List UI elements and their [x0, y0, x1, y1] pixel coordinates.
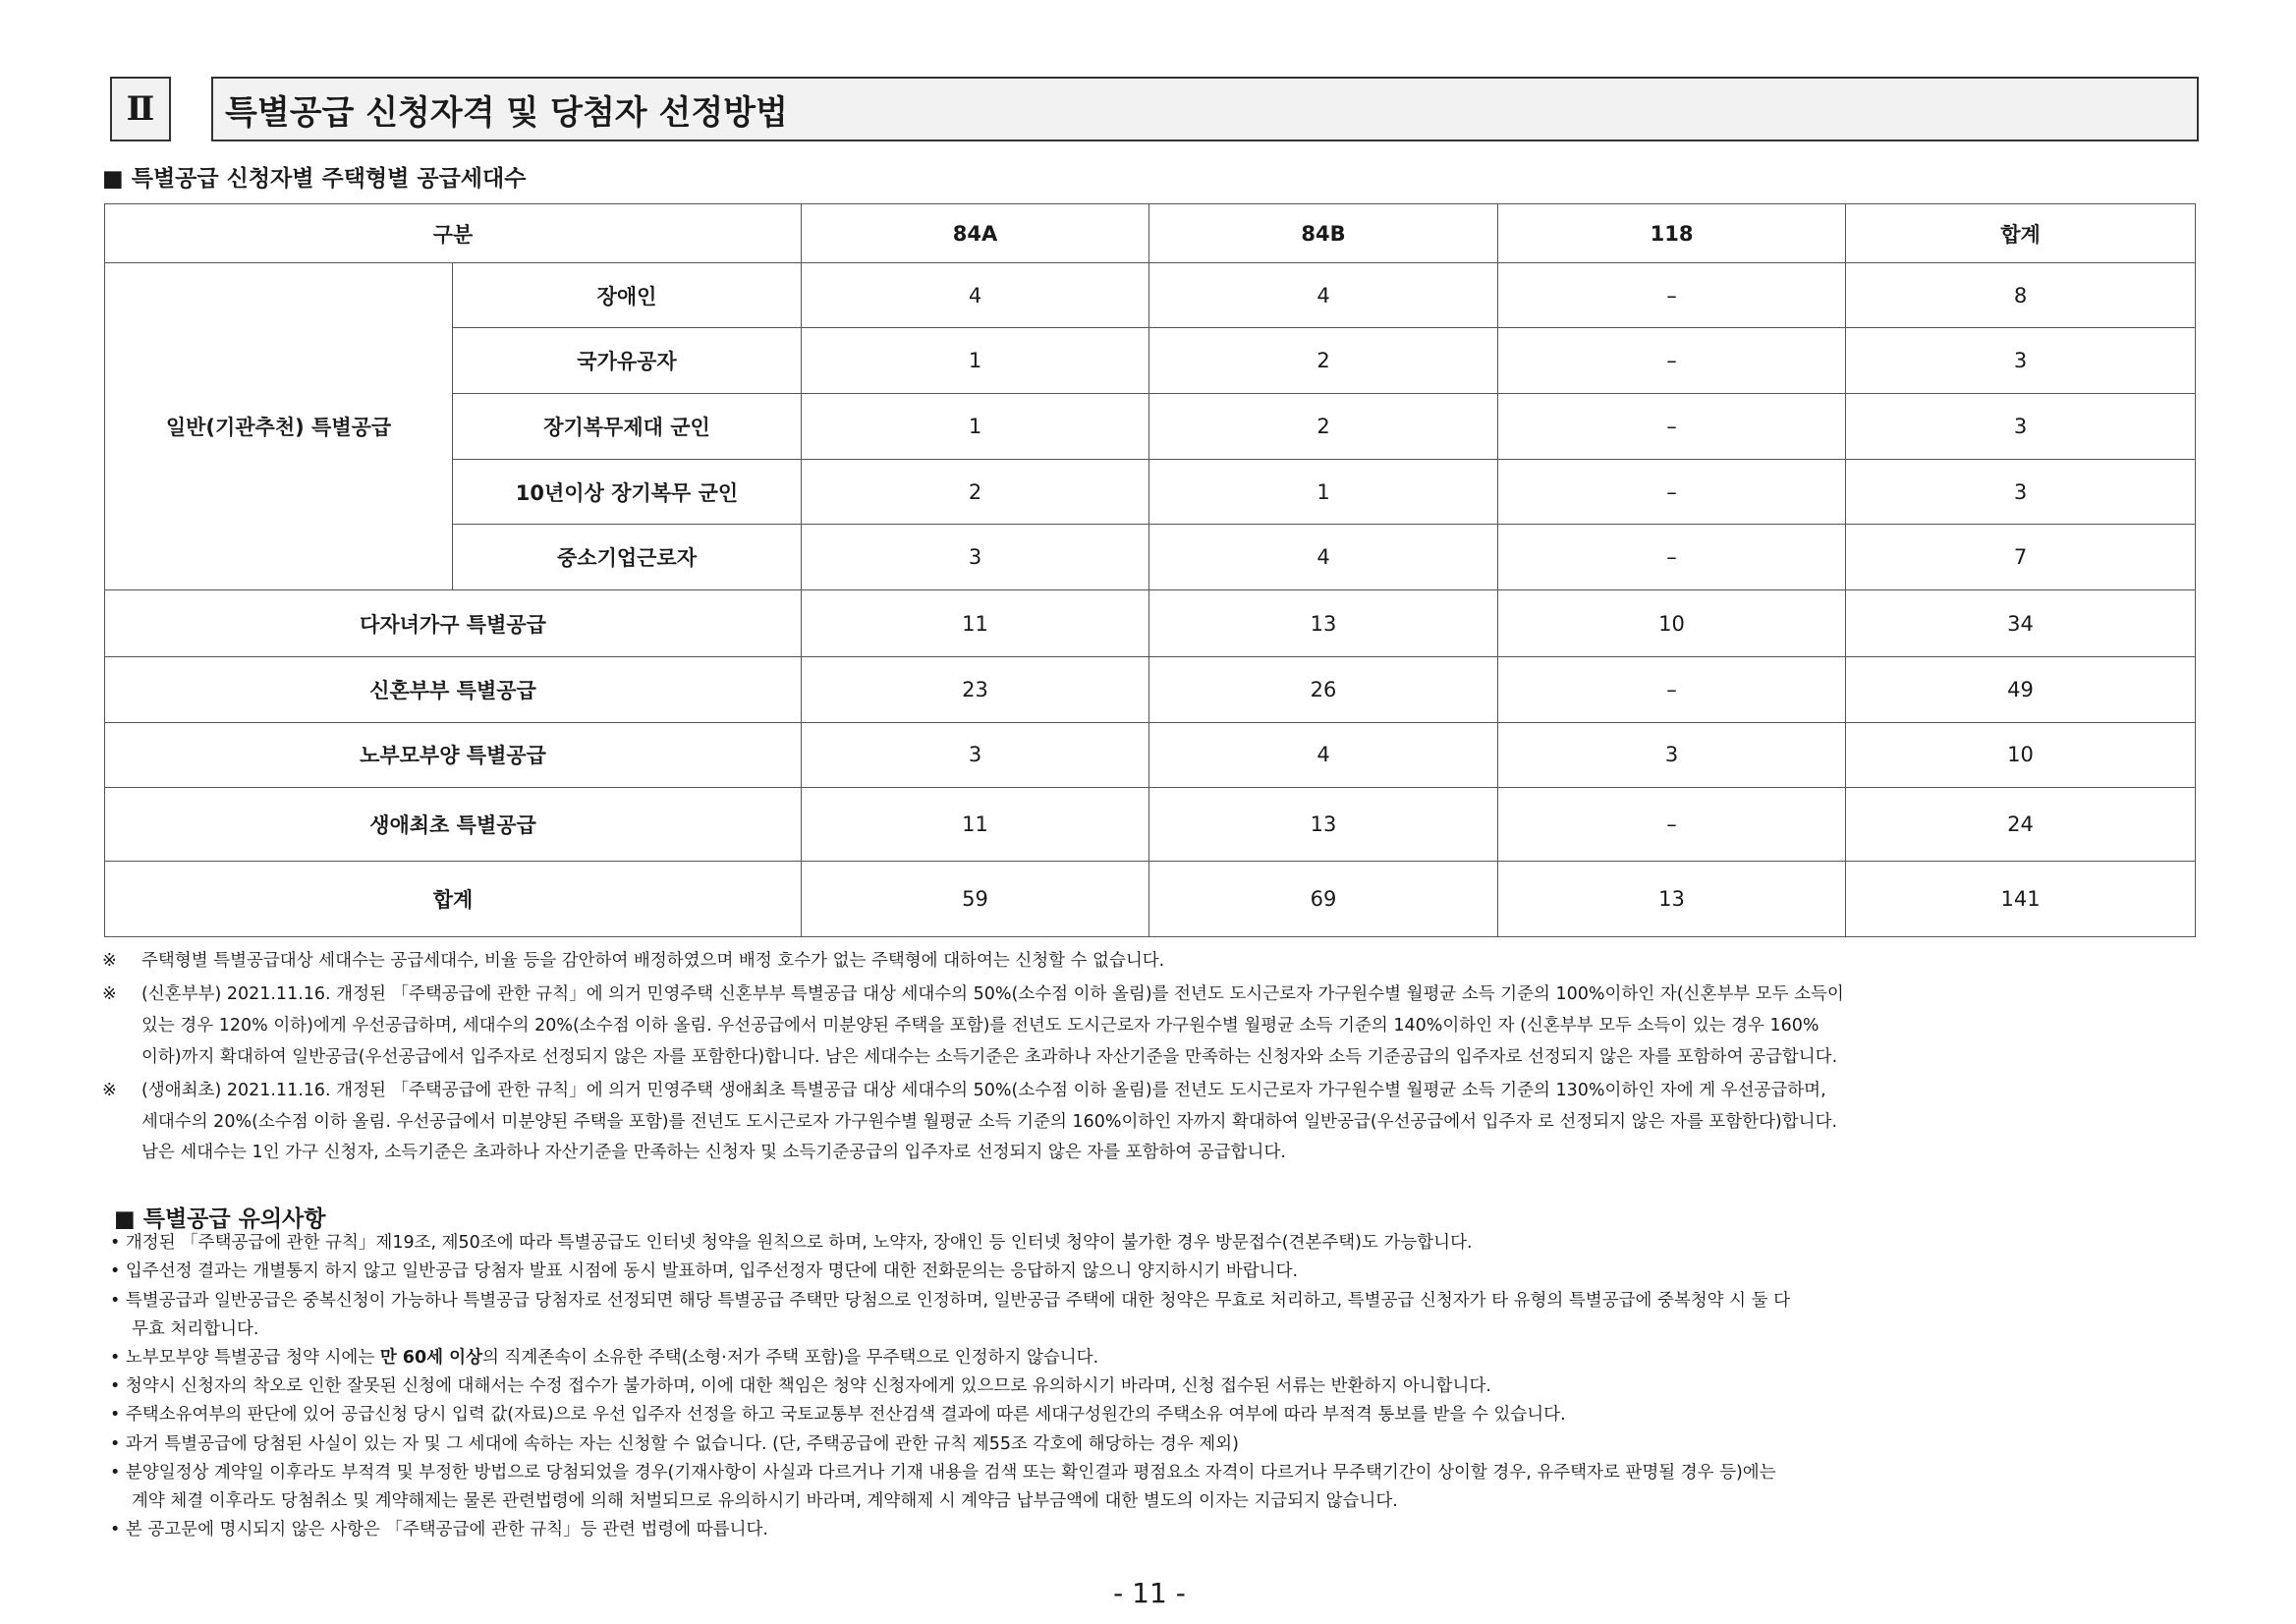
row-label: 신혼부부 특별공급 [105, 656, 802, 722]
cell: 1 [802, 328, 1149, 394]
cell: 24 [1846, 787, 2196, 861]
caution-item: • 입주선정 결과는 개별통지 하지 않고 일반공급 당첨자 발표 시점에 동시 발표하며, 입주선정자 명단에 대한 전화문의는 응답하지 않으니 양지하시기 바랍니다. [110, 1261, 1299, 1281]
caution-item: • 분양일정상 계약일 이후라도 부적격 및 부정한 방법으로 당첨되었을 경우(기재사항이 사실과 다르거나 기재 내용을 검색 또는 확인결과 평점요소 자격이 다르거나 무주택기간이 상이할 경우, 유주택자로 판명될 경우 등)에는 [110, 1463, 1776, 1483]
cell: 2 [1149, 394, 1498, 460]
note-text: 주택형별 특별공급대상 세대수는 공급세대수, 비율 등을 감안하여 배정하였으며 배정 호수가 없는 주택형에 대하여는 신청할 수 없습니다. [141, 951, 1165, 971]
header-118: 118 [1498, 204, 1846, 263]
note [102, 953, 1164, 971]
note-mark: ※ [102, 951, 117, 971]
cell: 2 [1149, 328, 1498, 394]
row-label: 중소기업근로자 [453, 525, 802, 590]
caution-item [110, 1350, 1098, 1368]
cell: 10 [1498, 590, 1846, 656]
table-total-row [105, 861, 2196, 936]
header-category: 구분 [105, 204, 802, 263]
caution-item: • 특별공급과 일반공급은 중복신청이 가능하나 특별공급 당첨자로 선정되면 해당 특별공급 주택만 당첨으로 인정하며, 일반공급 주택에 대한 청약은 무효로 처리하고, 특별공급 신청자가 타 유형의 특별공급에 중복청약 시 둘 다 [110, 1291, 1790, 1311]
page-number: - 11 - [1113, 1577, 1186, 1609]
cell: 3 [802, 525, 1149, 590]
caution-item: • 본 공고문에 명시되지 않은 사항은 「주택공급에 관한 규칙」등 관련 법령에 따릅니다. [110, 1520, 768, 1540]
cell: 26 [1149, 656, 1498, 722]
cell: 11 [802, 590, 1149, 656]
cautions-heading: ■ 특별공급 유의사항 [114, 1206, 326, 1232]
cell: 4 [802, 263, 1149, 328]
note-text: 있는 경우 120% 이하)에게 우선공급하며, 세대수의 20%(소수점 이하 올림. 우선공급에서 미분양된 주택을 포함)를 전년도 도시근로자 가구원수별 월평균 소득 기준의 140%이하인 자 (신혼부부 모두 소득이 있는 경우 160% [141, 1016, 1820, 1036]
header-84a: 84A [802, 204, 1149, 263]
table-heading: ■ 특별공급 신청자별 주택형별 공급세대수 [102, 166, 527, 192]
cell: 1 [1149, 460, 1498, 525]
caution-item: • 개정된 「주택공급에 관한 규칙」제19조, 제50조에 따라 특별공급도 인터넷 청약을 원칙으로 하며, 노약자, 장애인 등 인터넷 청약이 불가한 경우 방문접수(견본주택)도 가능합니다. [110, 1233, 1473, 1253]
cell: 69 [1149, 861, 1498, 936]
cell: – [1498, 394, 1846, 460]
cell: 2 [802, 460, 1149, 525]
cell: 3 [1498, 722, 1846, 787]
note [102, 1083, 1826, 1100]
note-mark: ※ [102, 1081, 117, 1100]
section-title: 특별공급 신청자격 및 당첨자 선정방법 [211, 77, 2199, 141]
row-label: 다자녀가구 특별공급 [105, 590, 802, 656]
caution-item-cont: 무효 처리합니다. [132, 1319, 259, 1339]
group-label: 일반(기관추천) 특별공급 [105, 263, 453, 590]
cell: 34 [1846, 590, 2196, 656]
cell: – [1498, 460, 1846, 525]
cell: 23 [802, 656, 1149, 722]
cell: 49 [1846, 656, 2196, 722]
cell: 3 [802, 722, 1149, 787]
row-label: 생애최초 특별공급 [105, 787, 802, 861]
cell: 3 [1846, 394, 2196, 460]
cell: 3 [1846, 328, 2196, 394]
cell: – [1498, 787, 1846, 861]
total-label: 합계 [105, 861, 802, 936]
table-row [105, 656, 2196, 722]
note-text: 남은 세대수는 1인 가구 신청자, 소득기준은 초과하나 자산기준을 만족하는 신청자 및 소득기준공급의 입주자로 선정되지 않은 자를 포함하여 공급합니다. [141, 1143, 1286, 1162]
cell: 59 [802, 861, 1149, 936]
note-text: (생애최초) 2021.11.16. 개정된 「주택공급에 관한 규칙」에 의거 민영주택 생애최초 특별공급 대상 세대수의 50%(소수점 이하 올림)를 전년도 도시근로자 가구원수별 월평균 소득 기준의 130%이하인 자에 게 우선공급하며, [141, 1081, 1826, 1100]
cell: 4 [1149, 722, 1498, 787]
caution-item: • 과거 특별공급에 당첨된 사실이 있는 자 및 그 세대에 속하는 자는 신청할 수 없습니다. (단, 주택공급에 관한 규칙 제55조 각호에 해당하는 경우 제외) [110, 1434, 1239, 1454]
caution-item: • 주택소유여부의 판단에 있어 공급신청 당시 입력 값(자료)으로 우선 입주자 선정을 하고 국토교통부 전산검색 결과에 따른 세대구성원간의 주택소유 여부에 따라 부적격 통보를 받을 수 있습니다. [110, 1405, 1566, 1425]
cell: 11 [802, 787, 1149, 861]
caution-item-cont: 계약 체결 이후라도 당첨취소 및 계약해제는 물론 관련법령에 의해 처벌되므로 유의하시기 바라며, 계약해제 시 계약금 납부금액에 대한 별도의 이자는 지급되지 않습니다. [132, 1491, 1398, 1511]
row-label: 장기복무제대 군인 [453, 394, 802, 460]
row-label: 노부모부양 특별공급 [105, 722, 802, 787]
cell: 13 [1498, 861, 1846, 936]
note-text: 세대수의 20%(소수점 이하 올림. 우선공급에서 미분양된 주택을 포함)를 전년도 도시근로자 가구원수별 월평균 소득 기준의 160%이하인 자까지 확대하여 일반공급(우선공급에서 입주자 로 선정되지 않은 자를 포함한다)합니다. [141, 1112, 1838, 1132]
row-label: 국가유공자 [453, 328, 802, 394]
table-row [105, 263, 2196, 328]
cell: – [1498, 656, 1846, 722]
cell: 13 [1149, 590, 1498, 656]
cell: 4 [1149, 525, 1498, 590]
header-total: 합계 [1846, 204, 2196, 263]
cell: 1 [802, 394, 1149, 460]
cell: 8 [1846, 263, 2196, 328]
table-row [105, 722, 2196, 787]
table-header-row [105, 204, 2196, 263]
cell: 141 [1846, 861, 2196, 936]
note-text: 이하)까지 확대하여 일반공급(우선공급에서 입주자로 선정되지 않은 자를 포함한다)합니다. 남은 세대수는 소득기준은 초과하나 자산기준을 만족하는 신청자와 소득 기준공급의 입주자로 선정되지 않은 자를 포함하여 공급합니다. [141, 1047, 1838, 1067]
caution-emphasis: 만 60세 이상 [379, 1348, 482, 1368]
cell: 7 [1846, 525, 2196, 590]
cell: 3 [1846, 460, 2196, 525]
supply-table [104, 203, 2196, 937]
caution-text: 의 직계존속이 소유한 주택(소형·저가 주택 포함)을 무주택으로 인정하지 않습니다. [481, 1348, 1099, 1368]
caution-text: • 노부모부양 특별공급 청약 시에는 [110, 1348, 380, 1368]
table-row [105, 590, 2196, 656]
row-label: 장애인 [453, 263, 802, 328]
note-mark: ※ [102, 984, 117, 1004]
header-84b: 84B [1149, 204, 1498, 263]
caution-item: • 청약시 신청자의 착오로 인한 잘못된 신청에 대해서는 수정 접수가 불가하며, 이에 대한 책임은 청약 신청자에게 있으므로 유의하시기 바라며, 신청 접수된 서류는 반환하지 아니합니다. [110, 1376, 1491, 1396]
cell: – [1498, 263, 1846, 328]
cell: 10 [1846, 722, 2196, 787]
section-number: Ⅱ [110, 77, 171, 141]
cell: – [1498, 525, 1846, 590]
note-text: (신혼부부) 2021.11.16. 개정된 「주택공급에 관한 규칙」에 의거 민영주택 신혼부부 특별공급 대상 세대수의 50%(소수점 이하 올림)를 전년도 도시근로자 가구원수별 월평균 소득 기준의 100%이하인 자(신혼부부 모두 소득이 [141, 984, 1844, 1004]
cell: 13 [1149, 787, 1498, 861]
note [102, 986, 1844, 1004]
cell: – [1498, 328, 1846, 394]
table-row [105, 787, 2196, 861]
cell: 4 [1149, 263, 1498, 328]
row-label: 10년이상 장기복무 군인 [453, 460, 802, 525]
